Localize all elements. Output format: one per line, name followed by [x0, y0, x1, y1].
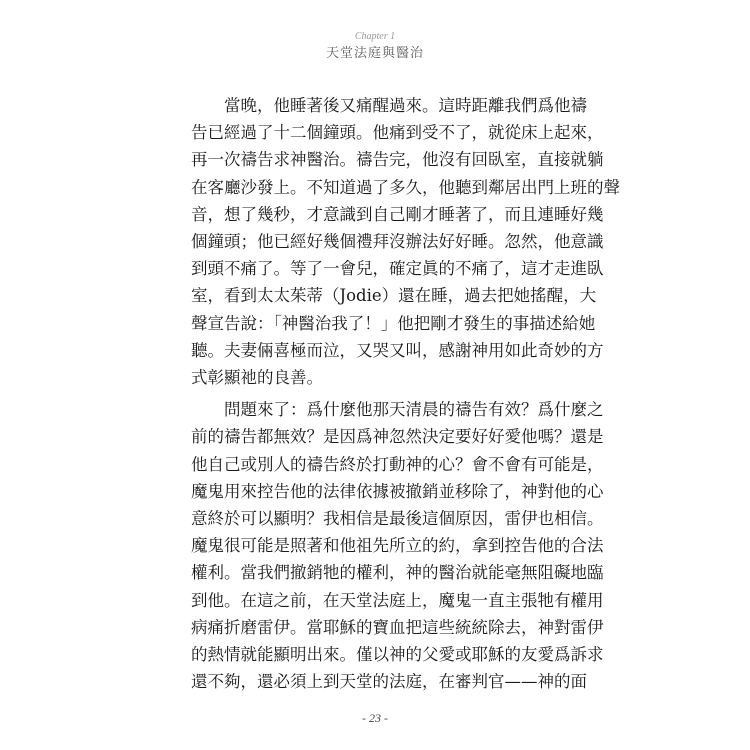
text-line: 當晚，他睡著後又痛醒過來。這時距離我們爲他禱 — [224, 96, 587, 115]
text-line: 他自己或別人的禱告終於打動神的心？會不會有可能是， — [191, 454, 604, 474]
text-line: 告已經過了十二個鐘頭。他痛到受不了，就從床上起來， — [191, 123, 604, 143]
text-line: 再一次禱告求神醫治。禱告完，他沒有回臥室，直接就躺 — [191, 150, 604, 170]
text-line: 式彰顯祂的良善。 — [191, 368, 323, 388]
text-line: 魔鬼很可能是照著和他祖先所立的約，拿到控告他的合法 — [191, 536, 604, 556]
text-line: 魔鬼用來控告他的法律依據被撤銷並移除了，神對他的心 — [191, 481, 604, 501]
text-line: 音，想了幾秒，才意識到自己剛才睡著了，而且連睡好幾 — [191, 204, 604, 224]
chapter-title: 天堂法庭與醫治 — [325, 46, 424, 61]
running-head — [0, 30, 750, 64]
text-line: 病痛折磨雷伊。當耶穌的寶血把這些統統除去，神對雷伊 — [191, 617, 604, 637]
chapter-label: Chapter 1 — [354, 31, 396, 42]
text-line: 聽。夫妻倆喜極而泣，又哭又叫，感謝神用如此奇妙的方 — [191, 340, 604, 360]
text-line: 意終於可以顯明？我相信是最後這個原因，雷伊也相信。 — [191, 509, 604, 529]
body-text — [191, 92, 620, 695]
text-line: 到他。在這之前，在天堂法庭上，魔鬼一直主張牠有權用 — [191, 590, 604, 610]
text-line: 的熱情就能顯明出來。僅以神的父愛或耶穌的友愛爲訴求 — [191, 645, 604, 665]
text-line: 個鐘頭；他已經好幾個禮拜沒辦法好好睡。忽然，他意識 — [191, 232, 604, 252]
text-line: 問題來了：爲什麼他那天清晨的禱告有效？爲什麼之 — [224, 400, 604, 420]
page-number: - 23 - — [362, 711, 388, 725]
text-line: 在客廳沙發上。不知道過了多久，他聽到鄰居出門上班的聲 — [191, 177, 620, 197]
text-line: 權利。當我們撤銷牠的權利，神的醫治就能毫無阻礙地臨 — [191, 563, 604, 583]
paragraph — [191, 396, 604, 695]
text-line: 到頭不痛了。等了一會兒，確定眞的不痛了，這才走進臥 — [191, 259, 604, 279]
paragraph — [191, 92, 620, 391]
text-line: 室，看到太太茱蒂（Jodie）還在睡，過去把她搖醒，大 — [191, 286, 597, 306]
text-line: 前的禱告都無效？是因爲神忽然決定要好好愛他嗎？還是 — [191, 427, 604, 447]
text-line: 還不夠，還必須上到天堂的法庭，在審判官——神的面 — [191, 672, 587, 692]
text-line: 聲宣告說：「神醫治我了！」他把剛才發生的事描述給她 — [191, 313, 596, 333]
